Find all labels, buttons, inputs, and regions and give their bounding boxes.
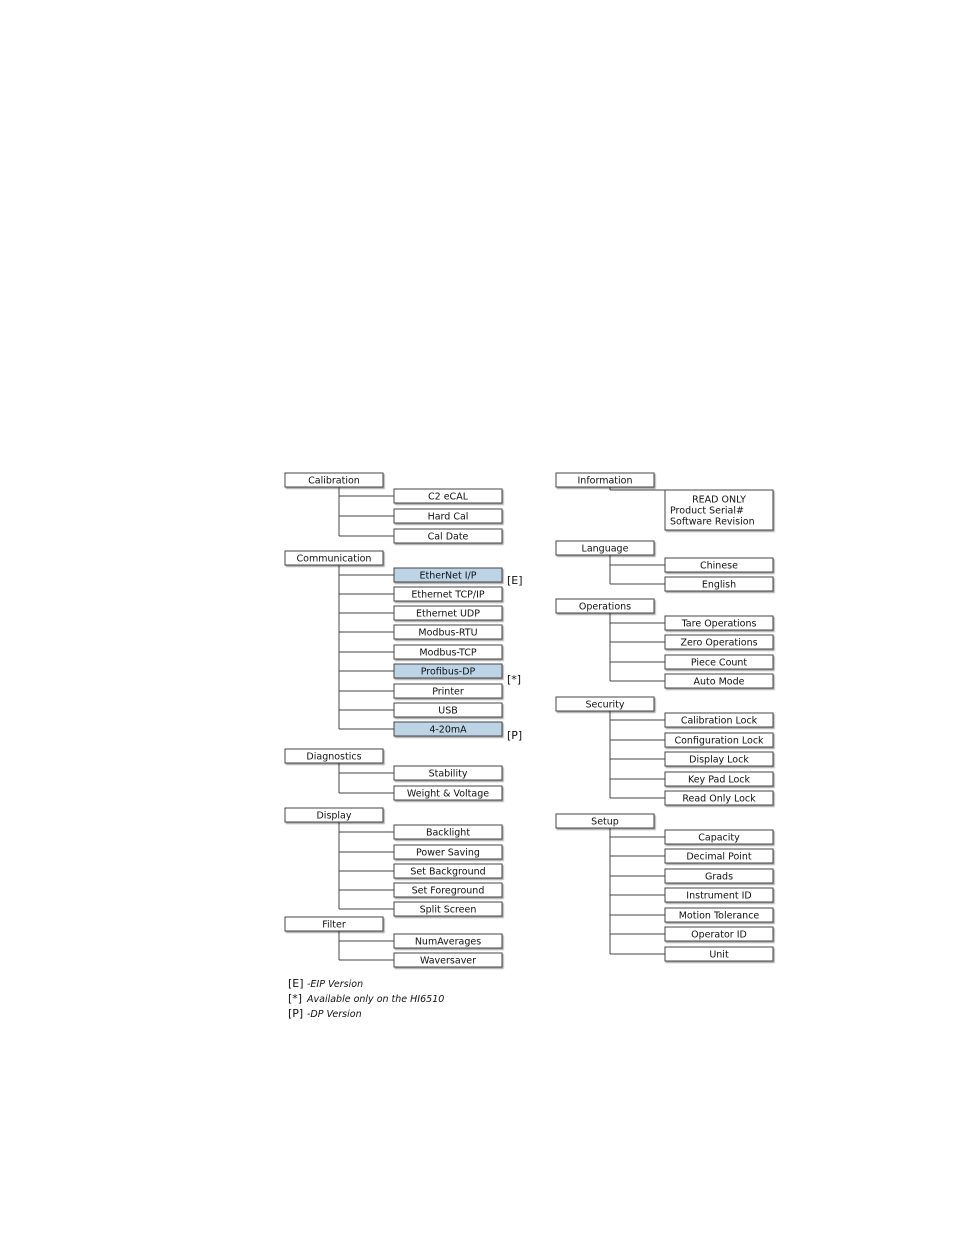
legend-description: -DP Version xyxy=(307,1009,362,1020)
left-category-filter xyxy=(285,917,383,931)
left-item-set-background-label: Set Background xyxy=(410,866,486,878)
left-category-display xyxy=(285,808,383,822)
left-item-c2-ecal xyxy=(394,489,502,503)
right-item-calibration-lock-label: Calibration Lock xyxy=(680,715,758,727)
right-item-chinese xyxy=(665,558,773,572)
left-item-set-foreground xyxy=(394,883,502,897)
right-category-security xyxy=(556,697,654,711)
right-item-display-lock-label: Display Lock xyxy=(689,754,749,766)
left-item-ethernet-i-p-label: EtherNet I/P xyxy=(419,570,477,582)
left-item-cal-date xyxy=(394,529,502,543)
left-category-diagnostics xyxy=(285,749,383,763)
right-item-piece-count xyxy=(665,655,773,669)
left-category-diagnostics-label: Diagnostics xyxy=(306,751,362,763)
left-marker-profibus-dp: [*] xyxy=(507,673,522,686)
right-item-auto-mode xyxy=(665,674,773,688)
menu-nodes xyxy=(285,473,773,967)
right-category-security-label: Security xyxy=(585,699,625,711)
left-item-4-20ma xyxy=(394,722,502,736)
left-item-power-saving xyxy=(394,845,502,859)
right-item-key-pad-lock-label: Key Pad Lock xyxy=(687,774,751,786)
left-item-stability-label: Stability xyxy=(428,768,468,780)
left-item-waversaver-label: Waversaver xyxy=(419,955,477,967)
right-item-key-pad-lock xyxy=(665,772,773,786)
right-item-configuration-lock xyxy=(665,733,773,747)
right-category-information xyxy=(556,473,654,487)
right-item-capacity-label: Capacity xyxy=(698,832,740,844)
right-item-read-only-lock-label: Read Only Lock xyxy=(682,793,756,805)
right-item-read-only-label: Product Serial# xyxy=(670,505,744,517)
left-category-communication-label: Communication xyxy=(296,553,372,565)
right-item-tare-operations xyxy=(665,616,773,630)
right-item-read-only-label: READ ONLY xyxy=(692,494,746,506)
left-item-set-background xyxy=(394,864,502,878)
left-item-4-20ma-label: 4-20mA xyxy=(429,724,467,736)
left-item-power-saving-label: Power Saving xyxy=(416,847,480,859)
right-item-read-only-lock xyxy=(665,791,773,805)
right-item-unit-label: Unit xyxy=(709,949,729,961)
right-item-grads-label: Grads xyxy=(704,871,734,883)
legend-item-1 xyxy=(288,977,363,990)
left-marker-4-20ma: [P] xyxy=(507,729,523,742)
left-item-set-foreground-label: Set Foreground xyxy=(411,885,485,897)
left-item-stability xyxy=(394,766,502,780)
left-item-cal-date-label: Cal Date xyxy=(427,531,469,543)
right-item-motion-tolerance-label: Motion Tolerance xyxy=(678,910,760,922)
legend-key: [P] xyxy=(288,1007,304,1020)
legend-item-3 xyxy=(288,1007,362,1020)
legend-description: Available only on the HI6510 xyxy=(307,994,445,1005)
left-item-usb-label: USB xyxy=(438,705,458,717)
right-item-decimal-point-label: Decimal Point xyxy=(686,851,752,863)
left-item-modbus-tcp xyxy=(394,645,502,659)
right-item-configuration-lock-label: Configuration Lock xyxy=(674,735,764,747)
right-category-operations xyxy=(556,599,654,613)
left-item-weight-voltage xyxy=(394,786,502,800)
right-item-read-only-label: Software Revision xyxy=(670,516,755,528)
left-item-backlight-label: Backlight xyxy=(425,827,471,839)
right-item-operator-id-label: Operator ID xyxy=(691,929,747,941)
left-item-ethernet-udp xyxy=(394,606,502,620)
right-item-tare-operations-label: Tare Operations xyxy=(681,618,757,630)
right-item-instrument-id-label: Instrument ID xyxy=(686,890,752,902)
left-item-split-screen-label: Split Screen xyxy=(419,904,477,916)
legend-key: [*] xyxy=(288,992,303,1005)
right-item-grads xyxy=(665,869,773,883)
right-category-setup xyxy=(556,814,654,828)
right-item-instrument-id xyxy=(665,888,773,902)
left-category-calibration xyxy=(285,473,383,487)
right-item-operator-id xyxy=(665,927,773,941)
left-item-ethernet-tcp-ip xyxy=(394,587,502,601)
left-item-hard-cal xyxy=(394,509,502,523)
left-marker-ethernet-i-p: [E] xyxy=(507,574,523,587)
left-item-usb xyxy=(394,703,502,717)
legend-item-2 xyxy=(288,992,444,1005)
legend xyxy=(288,977,444,1020)
left-item-ethernet-i-p xyxy=(394,568,502,582)
right-category-language-label: Language xyxy=(581,543,629,555)
right-item-auto-mode-label: Auto Mode xyxy=(693,676,745,688)
right-item-zero-operations-label: Zero Operations xyxy=(680,637,758,649)
left-item-split-screen xyxy=(394,902,502,916)
left-item-ethernet-udp-label: Ethernet UDP xyxy=(416,608,480,620)
right-item-decimal-point xyxy=(665,849,773,863)
left-category-communication xyxy=(285,551,383,565)
legend-key: [E] xyxy=(288,977,304,990)
left-item-weight-voltage-label: Weight & Voltage xyxy=(406,788,490,800)
right-category-language xyxy=(556,541,654,555)
legend-description: -EIP Version xyxy=(307,979,364,990)
left-item-numaverages-label: NumAverages xyxy=(414,936,482,948)
right-item-zero-operations xyxy=(665,635,773,649)
right-item-capacity xyxy=(665,830,773,844)
left-item-modbus-rtu-label: Modbus-RTU xyxy=(418,627,478,639)
left-item-c2-ecal-label: C2 eCAL xyxy=(428,491,468,503)
right-category-setup-label: Setup xyxy=(591,816,619,828)
right-item-piece-count-label: Piece Count xyxy=(690,657,748,669)
right-item-english xyxy=(665,577,773,591)
left-item-modbus-tcp-label: Modbus-TCP xyxy=(419,647,477,659)
right-category-information-label: Information xyxy=(577,475,633,487)
right-item-motion-tolerance xyxy=(665,908,773,922)
left-category-display-label: Display xyxy=(316,810,352,822)
left-item-numaverages xyxy=(394,934,502,948)
right-item-english-label: English xyxy=(701,579,737,591)
right-item-read-only xyxy=(665,490,773,530)
left-item-ethernet-tcp-ip-label: Ethernet TCP/IP xyxy=(411,589,485,601)
left-item-backlight xyxy=(394,825,502,839)
right-item-calibration-lock xyxy=(665,713,773,727)
right-item-unit xyxy=(665,947,773,961)
right-category-operations-label: Operations xyxy=(578,601,632,613)
left-item-profibus-dp xyxy=(394,664,502,678)
left-category-calibration-label: Calibration xyxy=(308,475,360,487)
left-item-hard-cal-label: Hard Cal xyxy=(427,511,469,523)
left-item-printer xyxy=(394,684,502,698)
left-item-printer-label: Printer xyxy=(432,686,464,698)
left-category-filter-label: Filter xyxy=(322,919,346,931)
left-item-profibus-dp-label: Profibus-DP xyxy=(420,666,476,678)
right-item-display-lock xyxy=(665,752,773,766)
left-item-modbus-rtu xyxy=(394,625,502,639)
right-item-chinese-label: Chinese xyxy=(700,560,738,572)
left-item-waversaver xyxy=(394,953,502,967)
